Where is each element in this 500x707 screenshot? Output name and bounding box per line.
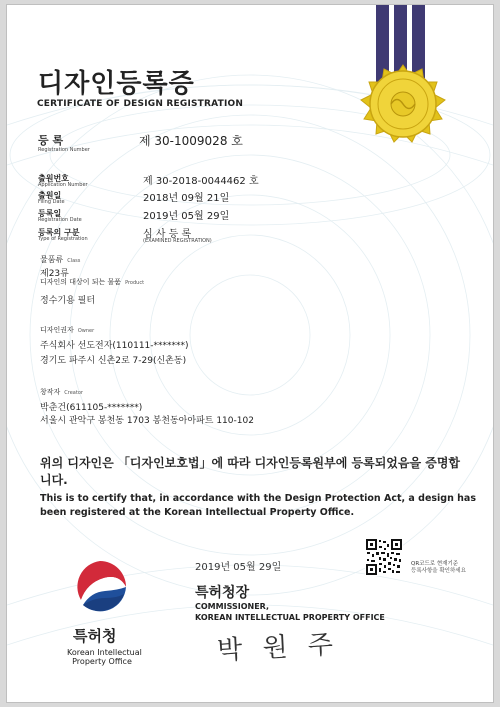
owner-label xyxy=(40,325,94,335)
qr-note-line-2: 등록사항을 확인하세요 xyxy=(411,568,466,574)
product-label xyxy=(40,277,144,287)
class-value: 제23류 xyxy=(40,269,69,279)
creator-label xyxy=(40,387,83,397)
class-label-english: Class xyxy=(67,258,81,264)
filing-date-value: 2018년 09월 21일 xyxy=(143,193,230,204)
registration-type-label-english: Type of Registration xyxy=(38,236,88,242)
application-number-value: 제 30-2018-0044462 호 xyxy=(143,176,259,187)
kipo-logo-english-line-2: Property Office xyxy=(72,657,132,666)
owner-label-korean: 디자인권자 xyxy=(40,326,74,334)
product-label-english: Product xyxy=(125,280,145,286)
application-number-label: 출원번호 xyxy=(38,174,69,183)
creator-name: 박춘건(611105-*******) xyxy=(40,403,143,413)
owner-label-english: Owner xyxy=(77,328,95,334)
creator-label-korean: 창작자 xyxy=(40,388,61,396)
qr-code xyxy=(365,538,403,576)
product-value: 정수기용 필터 xyxy=(40,296,96,306)
product-label-korean: 디자인의 대상이 되는 물품 xyxy=(40,278,122,286)
certificate-title-english: CERTIFICATE OF DESIGN REGISTRATION xyxy=(37,99,244,109)
registration-number-label-english: Registration Number xyxy=(38,147,90,153)
class-label xyxy=(40,254,80,265)
certification-statement-korean: 위의 디자인은 「디자인보호법」에 따라 디자인등록원부에 등록되었음을 증명합니다. xyxy=(40,456,461,487)
class-label-korean: 물품류 xyxy=(40,255,64,264)
registration-number-label: 등 록 xyxy=(38,134,64,147)
registration-date-label: 등록일 xyxy=(38,209,62,218)
registration-date-value: 2019년 05월 29일 xyxy=(143,211,230,222)
kipo-logo-english-line-1: Korean Intellectual xyxy=(67,648,142,657)
registration-type-value: 심 사 등 록 xyxy=(143,229,192,240)
seal xyxy=(361,65,445,142)
creator-address: 서울시 관악구 봉천동 1703 봉천동아아파트 110-102 xyxy=(40,416,254,426)
kipo-logo-korean: 특허청 xyxy=(73,627,117,645)
filing-date-label-english: Filing Date xyxy=(38,199,65,205)
certificate-title: 디자인등록증 xyxy=(38,69,195,99)
qr-note-line-1: QR코드로 현재기준 xyxy=(411,561,459,567)
issue-date: 2019년 05월 29일 xyxy=(195,562,282,573)
kipo-logo-icon xyxy=(71,558,129,616)
certification-statement-english: This is to certify that, in accordance with the Design Protection Act, a design has been registered at the Korean Intellectual Property Office. xyxy=(40,493,476,518)
registration-date-label-english: Registration Date xyxy=(38,217,82,223)
registration-type-label: 등록의 구분 xyxy=(38,228,80,237)
kipo-logo-english xyxy=(67,648,142,666)
owner-address: 경기도 파주시 신촌2로 7-29(신촌동) xyxy=(40,356,187,366)
application-number-label-english: Application Number xyxy=(38,182,88,188)
commissioner-title-english-line-1: COMMISSIONER, xyxy=(195,602,270,611)
creator-label-english: Creator xyxy=(64,390,83,396)
registration-number-value: 제 30-1009028 호 xyxy=(139,134,243,148)
commissioner-title-english-line-2: KOREAN INTELLECTUAL PROPERTY OFFICE xyxy=(195,613,385,622)
qr-note xyxy=(411,561,466,575)
gold-seal-with-ribbon xyxy=(329,5,479,170)
registration-type-note: (EXAMINED REGISTRATION) xyxy=(143,238,212,244)
owner-name: 주식회사 선도전자(110111-*******) xyxy=(40,341,189,351)
commissioner-title-korean: 특허청장 xyxy=(195,585,250,601)
commissioner-signature: 박 원 주 xyxy=(216,629,340,667)
filing-date-label: 출원일 xyxy=(38,191,62,200)
certificate-page xyxy=(6,4,494,703)
